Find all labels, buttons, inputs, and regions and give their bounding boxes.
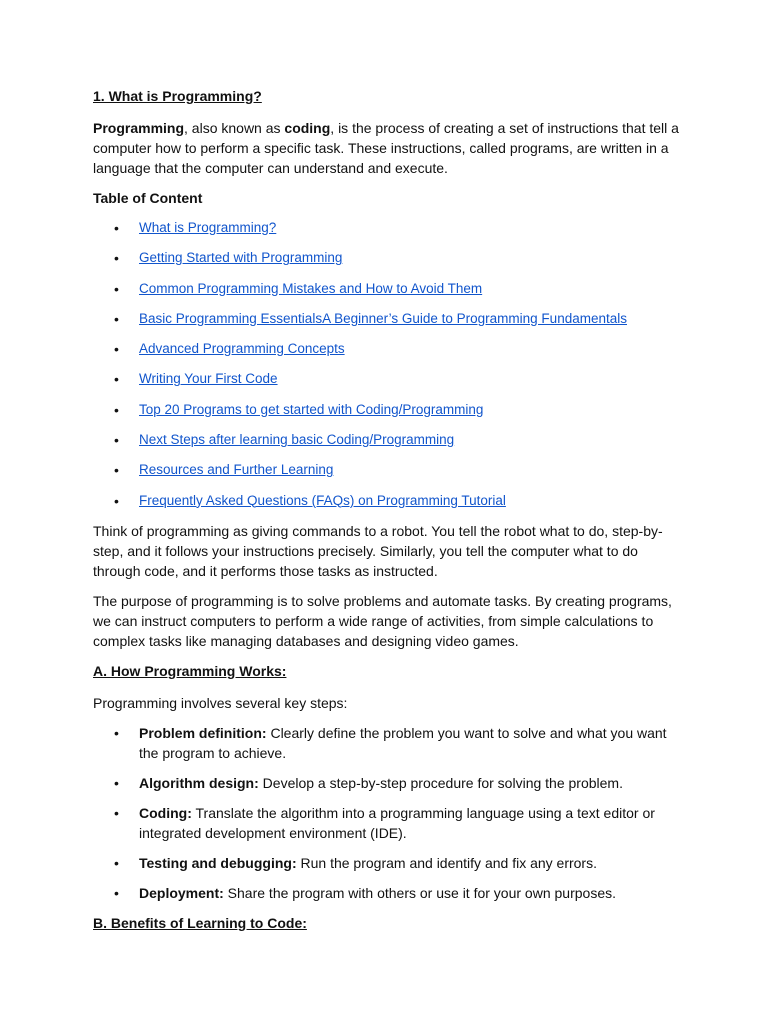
list-item bbox=[93, 723, 683, 763]
step-term: Testing and debugging: bbox=[139, 854, 297, 871]
toc-link-advanced-concepts[interactable]: Advanced Programming Concepts bbox=[139, 341, 345, 357]
toc-link-first-code[interactable]: Writing Your First Code bbox=[139, 371, 278, 387]
step-term: Coding: bbox=[139, 804, 192, 821]
toc-item bbox=[93, 430, 683, 450]
toc-item bbox=[93, 218, 683, 238]
intro-paragraph: Programming, also known as coding, is the process of creating a set of instructions that tell a computer how to perform a specific task. These instructions, called programs, are written in a language that the computer can understand and execute. bbox=[93, 120, 679, 176]
list-item bbox=[93, 803, 683, 843]
section-heading-what-is-programming: 1. What is Programming? bbox=[93, 88, 262, 104]
toc-link-next-steps[interactable]: Next Steps after learning basic Coding/Programming bbox=[139, 432, 455, 448]
list-item bbox=[93, 773, 683, 793]
toc-item bbox=[93, 339, 683, 359]
toc-link-getting-started[interactable]: Getting Started with Programming bbox=[139, 250, 343, 266]
toc-item bbox=[93, 248, 683, 268]
section-heading-benefits: B. Benefits of Learning to Code: bbox=[93, 914, 307, 931]
toc-item bbox=[93, 460, 683, 480]
list-item bbox=[93, 853, 683, 873]
toc-link-common-mistakes[interactable]: Common Programming Mistakes and How to Avoid Them bbox=[139, 280, 483, 296]
toc-item bbox=[93, 279, 683, 299]
step-term: Deployment: bbox=[139, 884, 224, 901]
toc-link-resources[interactable]: Resources and Further Learning bbox=[139, 462, 334, 478]
step-desc: Run the program and identify and fix any errors. bbox=[296, 854, 597, 871]
toc-item bbox=[93, 491, 683, 511]
toc-title: Table of Content bbox=[93, 190, 203, 206]
step-desc: Share the program with others or use it for your own purposes. bbox=[223, 884, 616, 901]
toc-link-top-20-programs[interactable]: Top 20 Programs to get started with Coding/Programming bbox=[139, 401, 484, 417]
purpose-paragraph: The purpose of programming is to solve problems and automate tasks. By creating programs, we can instruct computers to perform a wide range of activities, from simple calculations to complex tasks like managing databases and designing video games. bbox=[93, 592, 672, 649]
toc-item bbox=[93, 400, 683, 420]
step-desc: Develop a step-by-step procedure for solving the problem. bbox=[258, 774, 623, 791]
robot-analogy-paragraph: Think of programming as giving commands to a robot. You tell the robot what to do, step-by-step, and it follows your instructions precisely. Similarly, you tell the computer what to do through code, and it performs those tasks as instructed. bbox=[93, 522, 663, 579]
step-desc: Clearly define the problem you want to solve and what you want the program to achieve. bbox=[139, 724, 667, 761]
toc-link-basic-essentials[interactable]: Basic Programming EssentialsA Beginner’s Guide to Programming Fundamentals bbox=[139, 310, 627, 326]
step-term: Algorithm design: bbox=[139, 774, 259, 791]
document-page bbox=[93, 86, 683, 945]
section-heading-how-programming-works: A. How Programming Works: bbox=[93, 662, 287, 679]
table-of-contents bbox=[93, 218, 683, 511]
step-desc: Translate the algorithm into a programming language using a text editor or integrated development environment (IDE). bbox=[139, 804, 655, 841]
steps-lead-paragraph: Programming involves several key steps: bbox=[93, 694, 348, 711]
programming-steps-list bbox=[93, 723, 683, 903]
toc-link-what-is-programming[interactable]: What is Programming? bbox=[139, 220, 277, 235]
step-term: Problem definition: bbox=[139, 724, 267, 741]
toc-item bbox=[93, 309, 683, 329]
list-item bbox=[93, 883, 683, 903]
term-coding: coding bbox=[284, 120, 331, 136]
toc-item bbox=[93, 369, 683, 389]
toc-link-faqs[interactable]: Frequently Asked Questions (FAQs) on Programming Tutorial bbox=[139, 492, 506, 508]
term-programming: Programming bbox=[93, 120, 185, 136]
